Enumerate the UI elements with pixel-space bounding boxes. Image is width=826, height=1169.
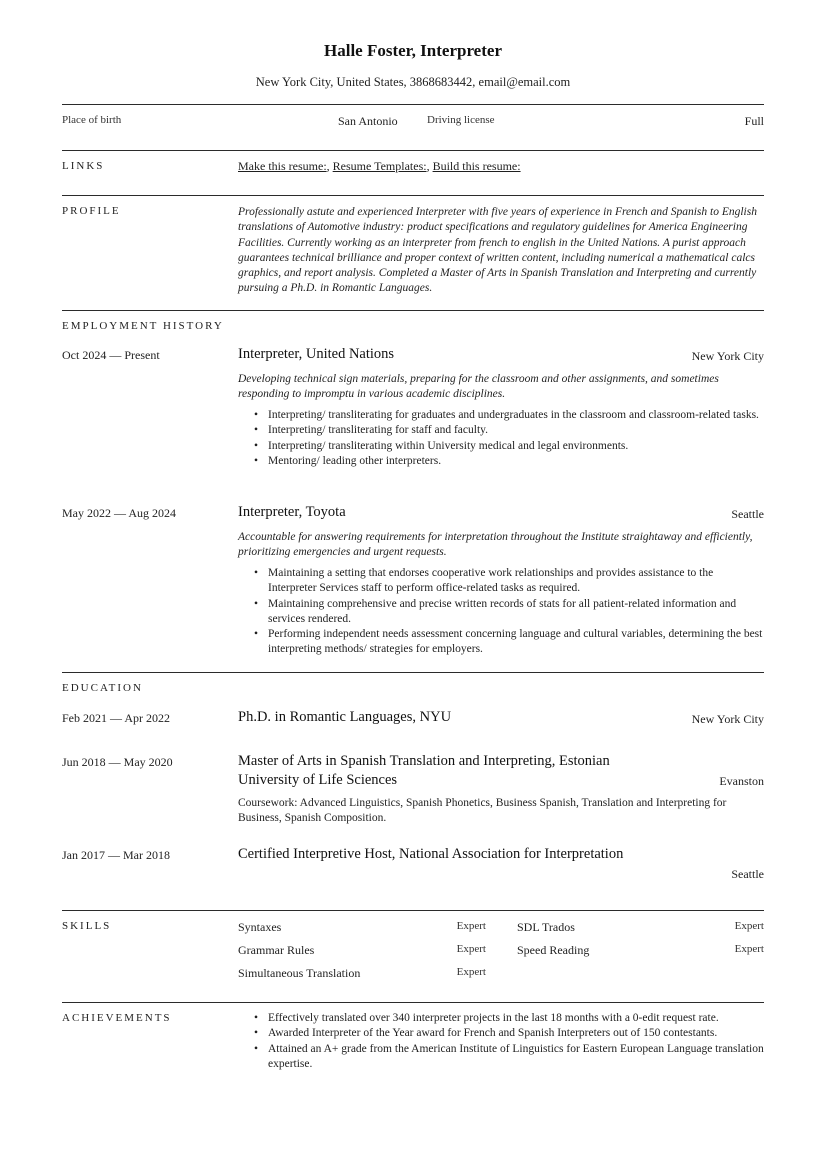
job-bullets	[254, 566, 764, 658]
skill-level: Expert	[456, 920, 486, 932]
skill-name: Speed Reading	[517, 943, 590, 957]
education-degree: Master of Arts in Spanish Translation and Interpreting, Estonian University of Life Sciences	[238, 753, 610, 788]
resume-name: Halle Foster, Interpreter	[324, 41, 502, 60]
license-label: Driving license	[427, 114, 495, 126]
divider	[62, 672, 764, 673]
skill-level: Expert	[734, 943, 764, 955]
list-item: • Attained an A+ grade from the American Institute of Linguistics for Eastern European Language translation expertise.	[254, 1042, 764, 1073]
achievements-bullets	[254, 1011, 764, 1072]
divider	[62, 910, 764, 911]
divider	[62, 104, 764, 105]
skill-name: Syntaxes	[238, 920, 282, 934]
link-resume-templates[interactable]: Resume Templates:	[332, 159, 427, 173]
list-item: • Awarded Interpreter of the Year award for French and Spanish Interpreters out of 150 contestants.	[254, 1026, 764, 1041]
education-location: Evanston	[719, 774, 764, 788]
job-dates: May 2022 — Aug 2024	[62, 506, 176, 520]
links-list	[238, 159, 521, 174]
list-item: • Effectively translated over 340 interpreter projects in the last 18 months with a 0-edit request rate.	[254, 1011, 764, 1026]
job-location: Seattle	[731, 507, 764, 521]
education-dates: Jan 2017 — Mar 2018	[62, 848, 170, 862]
education-degree: Ph.D. in Romantic Languages, NYU	[238, 709, 452, 725]
skill-name: Grammar Rules	[238, 943, 315, 957]
skill-level: Expert	[456, 943, 486, 955]
job-title: Interpreter, United Nations	[238, 346, 395, 362]
skill-level: Expert	[456, 966, 486, 978]
list-item: • Maintaining a setting that endorses cooperative work relationships and provides assistance to the Interpreter Services staff to perform office-related tasks as required.	[254, 566, 764, 597]
license-value: Full	[744, 114, 764, 128]
link-separator: ,	[326, 159, 333, 173]
divider	[62, 310, 764, 311]
list-item: • Maintaining comprehensive and precise written records of stats for all patient-related information and services rendered.	[254, 597, 764, 628]
education-dates: Feb 2021 — Apr 2022	[62, 711, 170, 725]
education-dates: Jun 2018 — May 2020	[62, 755, 173, 769]
job-location: New York City	[691, 349, 764, 363]
skills-section-title: SKILLS	[62, 920, 112, 932]
divider	[62, 150, 764, 151]
education-location: Seattle	[731, 867, 764, 881]
divider	[62, 195, 764, 196]
links-section-title: LINKS	[62, 160, 105, 172]
employment-section-title: EMPLOYMENT HISTORY	[62, 320, 224, 332]
list-item: • Interpreting/ transliterating for graduates and undergraduates in the classroom and classroom-related tasks.	[254, 408, 764, 423]
education-coursework: Coursework: Advanced Linguistics, Spanish Phonetics, Business Spanish, Translation and Interpreting for Business, Spanish Composition.	[238, 797, 727, 825]
job-title: Interpreter, Toyota	[238, 504, 346, 520]
job-bullets	[254, 408, 764, 469]
list-item: • Performing independent needs assessment concerning language and cultural variables, determining the best interpreting methods/ strategies for employers.	[254, 627, 764, 658]
divider	[62, 1002, 764, 1003]
contact-line: New York City, United States, 3868683442, email@email.com	[255, 75, 571, 89]
birth-value: San Antonio	[338, 114, 398, 128]
list-item: • Interpreting/ transliterating for staff and faculty.	[254, 423, 764, 438]
skill-level: Expert	[734, 920, 764, 932]
job-description: Accountable for answering requirements for interpretation throughout the Institute straightaway and efficiently, prioritizing emergencies and urgent requests.	[238, 531, 753, 559]
education-location: New York City	[691, 712, 764, 726]
link-separator: ,	[426, 159, 433, 173]
achievements-section-title: ACHIEVEMENTS	[62, 1012, 172, 1024]
link-build-resume[interactable]: Build this resume:	[432, 159, 521, 173]
job-dates: Oct 2024 — Present	[62, 348, 160, 362]
profile-section-title: PROFILE	[62, 205, 121, 217]
list-item: • Interpreting/ transliterating within University medical and legal environments.	[254, 439, 764, 454]
education-degree: Certified Interpretive Host, National Association for Interpretation	[238, 846, 624, 862]
link-make-resume[interactable]: Make this resume:	[238, 159, 327, 173]
skill-name: Simultaneous Translation	[238, 966, 361, 980]
list-item: • Mentoring/ leading other interpreters.	[254, 454, 764, 469]
birth-label: Place of birth	[62, 114, 122, 126]
education-section-title: EDUCATION	[62, 682, 143, 694]
job-description: Developing technical sign materials, preparing for the classroom and other assignments, and sometimes responding to impromptu in various academic disciplines.	[238, 373, 719, 401]
skill-name: SDL Trados	[517, 920, 575, 934]
profile-text: Professionally astute and experienced Interpreter with five years of experience in French and Spanish to English translations of Automotive industry: product specifications and regulatory guidelines for America Engineering Facilities. Currently working as an interpreter from french to english in the United Nations. A purist approach guarantees technical brilliance and proper context of written content, including numerical a mathematical calcs graphics, and report analysis. Completed a Master of Arts in Spanish Translation and Interpreting and currently pursuing a Ph.D. in Romantic Languages.	[238, 206, 757, 295]
